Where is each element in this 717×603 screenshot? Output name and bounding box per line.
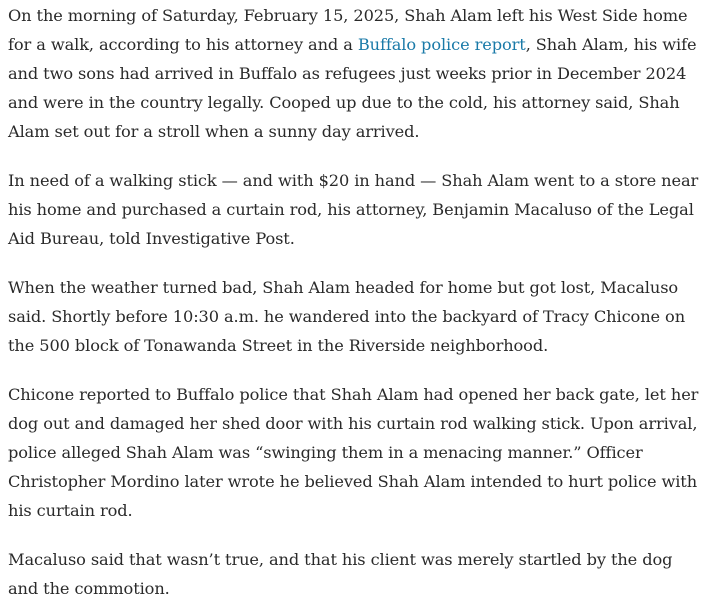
paragraph-1-text-end: , Shah Alam, his wife and two sons had arrived in Buffalo as refugees just weeks prior in December 2024 and were in the country legally. Cooped up due to the cold, his attorney said, Shah Alam set out for a stroll when a sunny day arrived. — [8, 35, 697, 141]
paragraph-1-text-start: On the morning of Saturday, February 15, 2025, Shah Alam left his West Side home for a walk, according to his attorney and a — [8, 6, 688, 54]
paragraph-4: Chicone reported to Buffalo police that Shah Alam had opened her back gate, let her dog out and damaged her shed door with his curtain rod walking stick. Upon arrival, police alleged Shah Alam was “swinging them in a menacing manner.” Officer Christopher Mordino later wrote he believed Shah Alam intended to hurt police with his curtain rod. — [8, 385, 699, 520]
paragraph-1 — [8, 1, 706, 146]
buffalo-police-report-link[interactable]: Buffalo police report — [357, 35, 526, 54]
paragraph-5: Macaluso said that wasn’t true, and that his client was merely startled by the dog and the commotion. — [8, 550, 673, 598]
paragraph-2: In need of a walking stick — and with $20 in hand — Shah Alam went to a store near his home and purchased a curtain rod, his attorney, Benjamin Macaluso of the Legal Aid Bureau, told Investigative Post. — [8, 171, 699, 248]
paragraph-3: When the weather turned bad, Shah Alam headed for home but got lost, Macaluso said. Shortly before 10:30 a.m. he wandered into the backyard of Tracy Chicone on the 500 block of Tonawanda Street in the Riverside neighborhood. — [8, 278, 686, 355]
